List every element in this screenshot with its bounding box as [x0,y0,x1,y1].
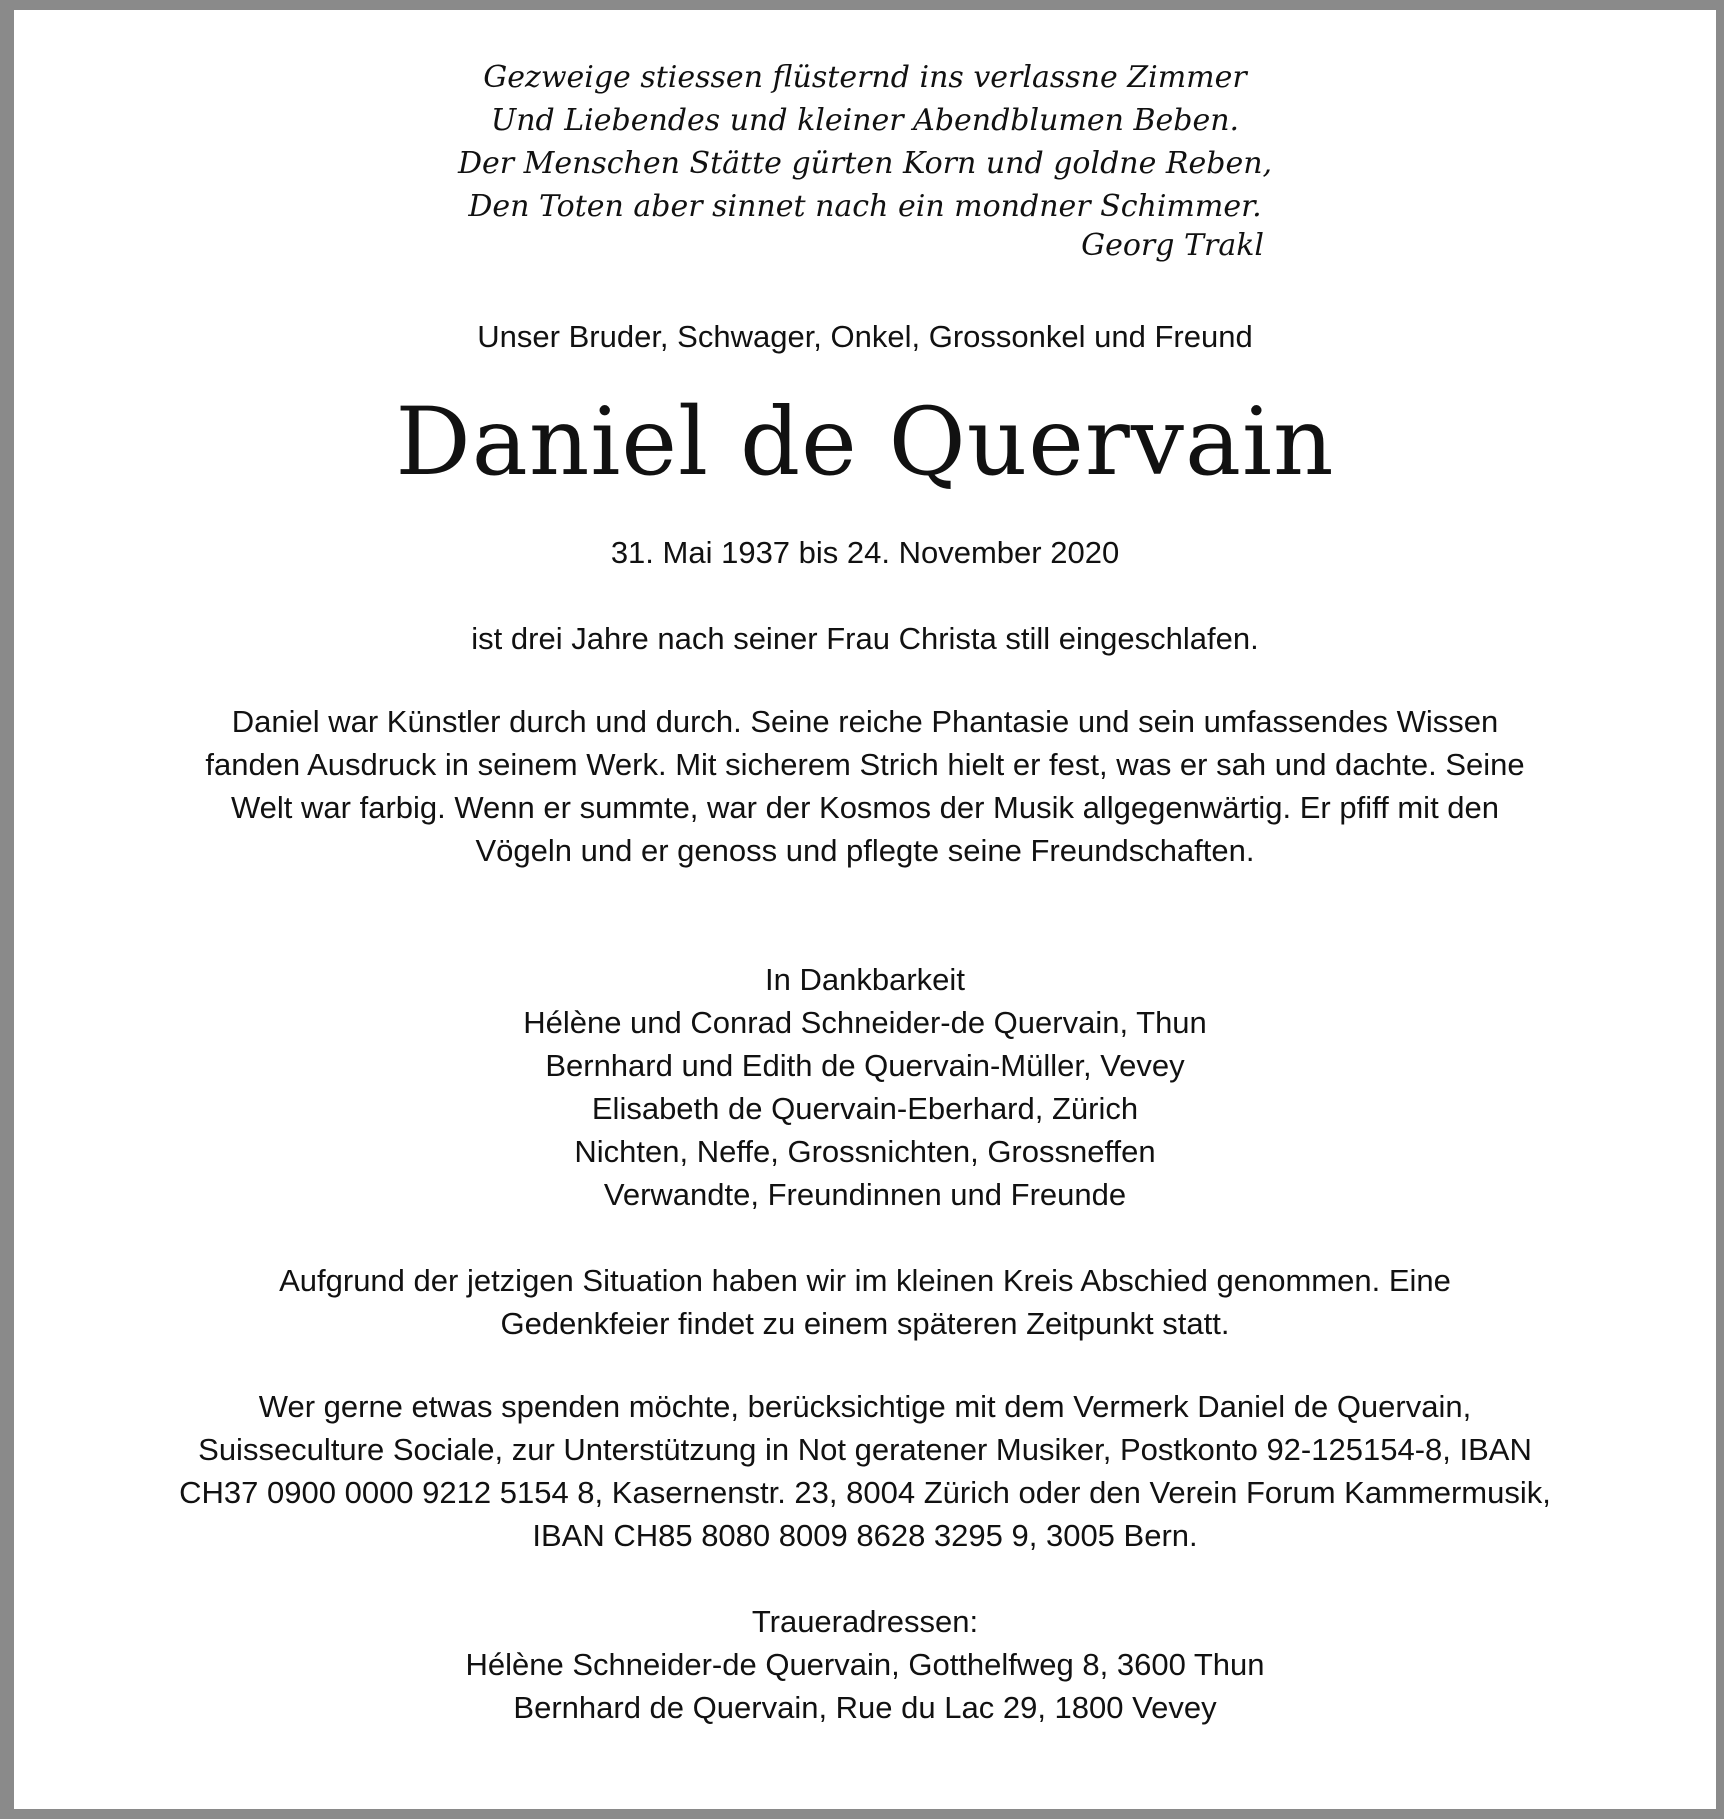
address-entry: Hélène Schneider-de Quervain, Gotthelfweg 8, 3600 Thun [465,1647,1265,1682]
poem-line: Der Menschen Stätte gürten Korn und goldne Reben, [457,146,1273,181]
poem-line: Gezweige stiessen flüsternd ins verlassne Zimmer [483,60,1247,95]
frame-left-border [0,0,14,1819]
mourner-entry: Elisabeth de Quervain-Eberhard, Zürich [591,1091,1139,1126]
biography-line: fanden Ausdruck in seinem Werk. Mit sicherem Strich hielt er fest, was er sah und dachte. Seine [205,747,1525,782]
mourner-entry: Nichten, Neffe, Grossnichten, Grossneffen [574,1134,1156,1169]
biography-line: Vögeln und er genoss und pflegte seine Freundschaften. [475,833,1255,868]
biography-line: Daniel war Künstler durch und durch. Seine reiche Phantasie und sein umfassendes Wissen [231,704,1499,739]
mourners-list [14,958,1716,1216]
mourner-entry: Bernhard und Edith de Quervain-Müller, Vevey [545,1048,1185,1083]
intro-line [14,315,1716,358]
address-entry: Bernhard de Quervain, Rue du Lac 29, 1800 Vevey [513,1690,1217,1725]
life-dates-text: 31. Mai 1937 bis 24. November 2020 [610,535,1120,570]
donation-line: Wer gerne etwas spenden möchte, berücksichtige mit dem Vermerk Daniel de Quervain, [258,1389,1472,1424]
addresses-heading: Traueradressen: [751,1604,979,1639]
farewell-line: Gedenkfeier findet zu einem späteren Zeitpunkt statt. [500,1306,1230,1341]
poem-author: Georg Trakl [1081,228,1264,263]
mourner-entry: Verwandte, Freundinnen und Freunde [603,1177,1127,1212]
farewell-paragraph [14,1259,1716,1345]
intro-text: Unser Bruder, Schwager, Onkel, Grossonkel und Freund [477,319,1253,354]
donation-line: IBAN CH85 8080 8009 8628 3295 9, 3005 Bern. [532,1518,1198,1553]
passing-sentence [14,617,1716,660]
poem-line: Und Liebendes und kleiner Abendblumen Beben. [490,103,1240,138]
obituary-notice [14,10,1716,1809]
mourner-entry: Hélène und Conrad Schneider-de Quervain, Thun [523,1005,1207,1040]
frame-bottom-border [0,1809,1724,1819]
donation-line: CH37 0900 0000 9212 5154 8, Kasernenstr. 23, 8004 Zürich oder den Verein Forum Kammermusik, [179,1475,1551,1510]
mourning-addresses [14,1600,1716,1729]
mourners-heading: In Dankbarkeit [765,962,965,997]
donation-line: Suisseculture Sociale, zur Unterstützung in Not geratener Musiker, Postkonto 92-125154-8, IBAN [198,1432,1532,1467]
deceased-name: Daniel de Quervain [395,388,1335,497]
biography-paragraph [14,700,1716,872]
life-dates [14,531,1716,574]
biography-line: Welt war farbig. Wenn er summte, war der Kosmos der Musik allgegenwärtig. Er pfiff mit den [230,790,1500,825]
frame-right-border [1716,0,1724,1819]
donation-paragraph [14,1385,1716,1557]
passing-sentence-text: ist drei Jahre nach seiner Frau Christa still eingeschlafen. [471,621,1259,656]
farewell-line: Aufgrund der jetzigen Situation haben wir im kleinen Kreis Abschied genommen. Eine [279,1263,1451,1298]
frame-top-border [0,0,1724,10]
poem-line: Den Toten aber sinnet nach ein mondner Schimmer. [468,189,1262,224]
poem [14,56,1716,228]
